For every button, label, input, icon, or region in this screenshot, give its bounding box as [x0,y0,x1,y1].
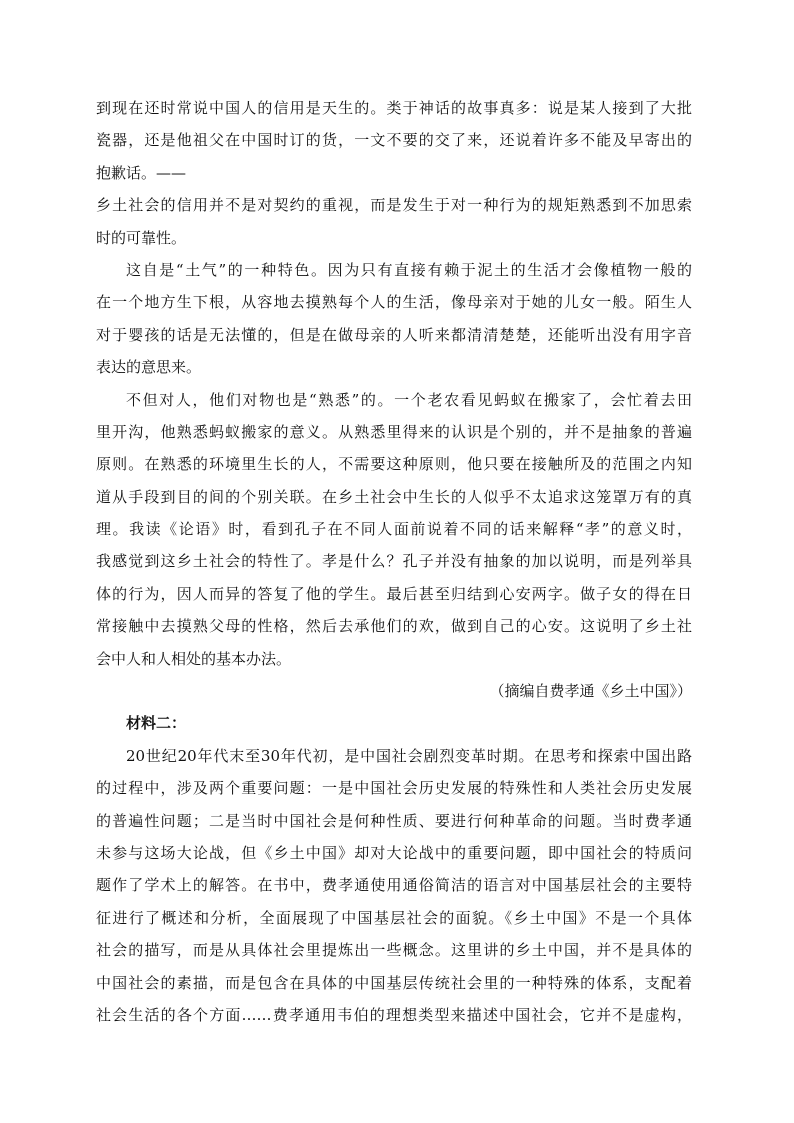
text-line: 社会的描写，而是从具体社会里提炼出一些概念。这里讲的乡土中国，并不是具体的 [96,941,692,960]
text-line: 这自是“土气”的一种特色。因为只有直接有赖于泥土的生活才会像植物一般的 [126,260,692,279]
text-line: 未参与这场大论战，但《乡土中国》却对大论战中的重要问题，即中国社会的特质问 [96,843,692,862]
text-line: 道从手段到目的间的个别关联。在乡土社会中生长的人似乎不太追求这笼罩万有的真 [96,487,692,506]
text-line: 题作了学术上的解答。在书中，费孝通使用通俗简洁的语言对中国基层社会的主要特 [96,876,692,895]
text-line: 乡土社会的信用并不是对契约的重视，而是发生于对一种行为的规矩熟悉到不加思索 [96,196,692,215]
text-line: 体的行为，因人而异的答复了他的学生。最后甚至归结到心安两字。做子女的得在日 [96,584,692,603]
text-line: 的普遍性问题；二是当时中国社会是何种性质、要进行何种革命的问题。当时费孝通 [96,811,692,830]
text-line: 征进行了概述和分析，全面展现了中国基层社会的面貌。《乡土中国》不是一个具体 [96,908,692,927]
document-page [96,92,692,1031]
text-line: 时的可靠性。 [96,228,187,247]
text-line: 20世纪20年代末至30年代初，是中国社会剧烈变革时期。在思考和探索中国出路 [126,746,692,765]
source-citation: （摘编自费孝通《乡土中国》） [489,682,692,701]
text-line: 抱歉话。—— [96,163,187,182]
text-line: 里开沟，他熟悉蚂蚁搬家的意义。从熟悉里得来的认识是个别的，并不是抽象的普遍 [96,422,692,441]
text-line: 表达的意思来。 [96,358,202,377]
text-line: 的过程中，涉及两个重要问题：一是中国社会历史发展的特殊性和人类社会历史发展 [96,779,692,798]
text-line: 中国社会的素描，而是包含在具体的中国基层传统社会里的一种特殊的体系，支配着 [96,973,692,992]
text-line: 我感觉到这乡土社会的特性了。孝是什么？孔子并没有抽象的加以说明，而是列举具 [96,552,692,571]
text-line: 原则。在熟悉的环境里生长的人，不需要这种原则，他只要在接触所及的范围之内知 [96,455,692,474]
text-line: 瓷器，还是他祖父在中国时订的货，一文不要的交了来，还说着许多不能及早寄出的 [96,131,692,150]
text-line: 社会生活的各个方面……费孝通用韦伯的理想类型来描述中国社会，它并不是虚构， [96,1005,692,1024]
text-line: 对于婴孩的话是无法懂的，但是在做母亲的人听来都清清楚楚，还能听出没有用字音 [96,325,692,344]
text-line: 到现在还时常说中国人的信用是天生的。类于神话的故事真多：说是某人接到了大批 [96,99,692,117]
text-line: 理。我读《论语》时，看到孔子在不同人面前说着不同的话来解释“孝”的意义时， [96,520,692,539]
text-line: 会中人和人相处的基本办法。 [96,649,292,668]
text-line: 常接触中去摸熟父母的性格，然后去承他们的欢，做到自己的心安。这说明了乡土社 [96,617,692,636]
text-line: 在一个地方生下根，从容地去摸熟每个人的生活，像母亲对于她的儿女一般。陌生人 [96,293,692,312]
section-heading: 材料二： [126,714,187,733]
text-line: 不但对人，他们对物也是“熟悉”的。一个老农看见蚂蚁在搬家了，会忙着去田 [126,390,692,409]
